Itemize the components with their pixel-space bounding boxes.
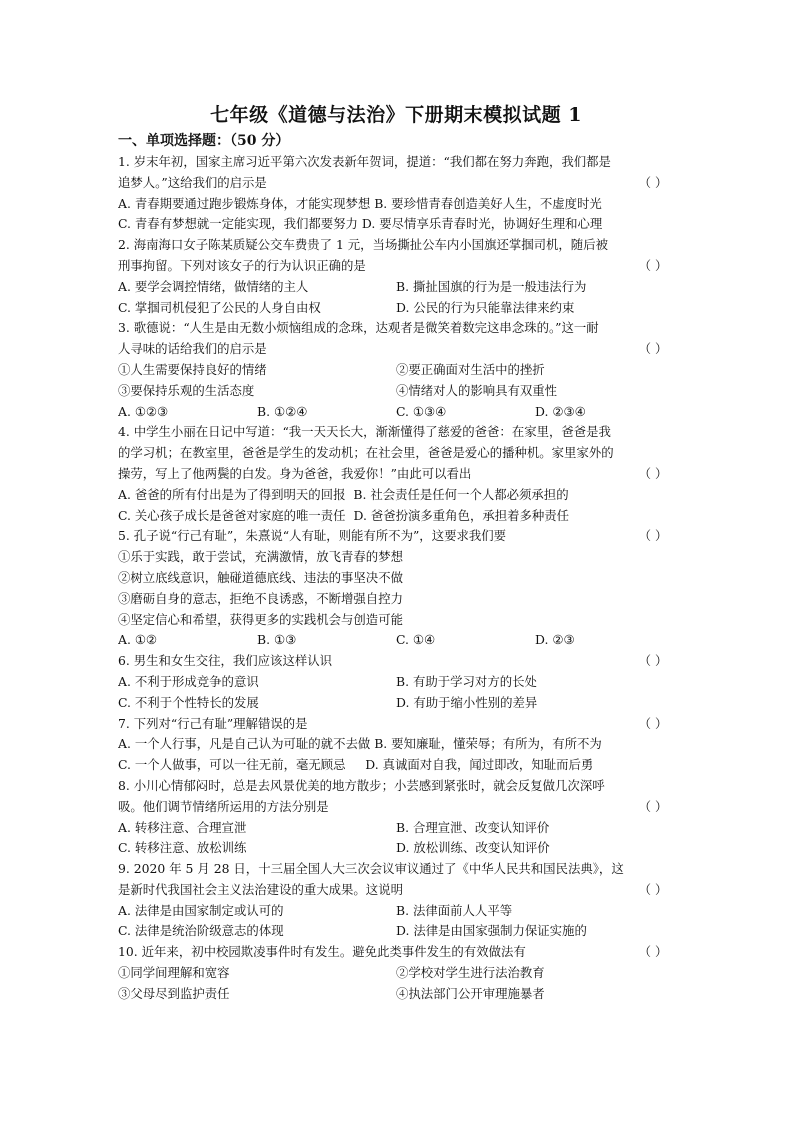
question-stem: 的学习机；在教室里，爸爸是学生的发动机；在社会里，爸爸是爱心的播种机。家里家外的 xyxy=(118,445,614,461)
exam-page xyxy=(118,100,674,1005)
question-9 xyxy=(118,859,674,942)
option-row xyxy=(118,214,674,235)
option-d: D. 法律是由国家强制力保证实施的 xyxy=(396,923,587,939)
option-b: B. 要知廉耻，懂荣辱；有所为，有所不为 xyxy=(374,736,602,752)
option-row xyxy=(118,672,674,693)
question-5 xyxy=(118,526,674,651)
answer-blank: （ ） xyxy=(638,341,668,357)
statement-3: ③要保持乐观的生活态度 xyxy=(118,382,255,398)
option-b: B. 社会责任是任何一个人都必须承担的 xyxy=(353,486,569,502)
option-row xyxy=(118,755,674,776)
option-row xyxy=(118,485,674,506)
statement-1: ①人生需要保持良好的情绪 xyxy=(118,361,267,377)
question-stem: 追梦人。”这给我们的启示是 （ ） xyxy=(118,173,674,194)
option-c: C. 不利于个性特长的发展 xyxy=(118,694,259,710)
statement-1: ①乐于实践，敢于尝试，充满激情，放飞青春的梦想 xyxy=(118,549,403,565)
statement-2: ②学校对学生进行法治教育 xyxy=(396,965,545,981)
option-a: A. 不利于形成竞争的意识 xyxy=(118,673,259,689)
question-stem: 吸。他们调节情绪所运用的方法分别是 （ ） xyxy=(118,797,674,818)
question-stem: 7. 下列对“行己有耻”理解错误的是 （ ） xyxy=(118,714,674,735)
exam-title: 七年级《道德与法治》下册期末模拟试题 1 xyxy=(210,104,582,126)
question-6 xyxy=(118,651,674,713)
question-stem: 刑事拘留。下列对该女子的行为认识正确的是 （ ） xyxy=(118,256,674,277)
option-c: C. 掌掴司机侵犯了公民的人身自由权 xyxy=(118,299,321,315)
statement-row xyxy=(118,963,674,984)
option-row xyxy=(118,734,674,755)
option-row xyxy=(118,901,674,922)
question-stem: 9. 2020 年 5 月 28 日，十三届全国人大三次会议审议通过了《中华人民共和国民法典》，这 xyxy=(118,861,624,877)
question-stem: 3. 歌德说：“人生是由无数小烦恼组成的念珠，达观者是微笑着数完这串念珠的。”这一耐 xyxy=(118,320,599,336)
question-2 xyxy=(118,235,674,318)
option-d: D. 有助于缩小性别的差异 xyxy=(396,694,538,710)
option-a: A. ①② xyxy=(118,632,158,648)
option-row xyxy=(118,921,674,942)
option-d: D. 要尽情享乐青春时光，协调好生理和心理 xyxy=(361,216,603,232)
option-row xyxy=(118,402,674,423)
option-c: C. ①④ xyxy=(396,632,436,648)
option-a: A. ①②③ xyxy=(118,403,169,419)
option-a: A. 一个人行事，凡是自己认为可耻的就不去做 xyxy=(118,736,371,752)
option-c: C. 青春有梦想就一定能实现，我们都要努力 xyxy=(118,216,358,232)
option-b: B. 有助于学习对方的长处 xyxy=(396,673,537,689)
question-stem: 6. 男生和女生交往，我们应该这样认识 （ ） xyxy=(118,651,674,672)
option-d: D. 真诚面对自我，闻过即改，知耻而后勇 xyxy=(365,757,594,773)
option-a: A. 爸爸的所有付出是为了得到明天的回报 xyxy=(118,486,346,502)
option-c: C. ①③④ xyxy=(396,403,447,419)
option-row xyxy=(118,298,674,319)
question-8 xyxy=(118,776,674,859)
question-stem: 人寻味的话给我们的启示是 （ ） xyxy=(118,339,674,360)
question-stem: 5. 孔子说“行己有耻”，朱熹说“人有耻，则能有所不为”，这要求我们要 （ ） xyxy=(118,526,674,547)
answer-blank: （ ） xyxy=(638,715,668,731)
question-stem: 操劳，写上了他两鬓的白发。身为爸爸，我爱你！”由此可以看出 （ ） xyxy=(118,464,674,485)
answer-blank: （ ） xyxy=(638,881,668,897)
option-b: B. ①③ xyxy=(257,632,297,648)
question-4 xyxy=(118,422,674,526)
statement-row xyxy=(118,381,674,402)
statement-4: ④坚定信心和希望，获得更多的实践机会与创造可能 xyxy=(118,611,403,627)
question-stem: 10. 近年来，初中校园欺凌事件时有发生。避免此类事件发生的有效做法有 （ ） xyxy=(118,942,674,963)
question-stem: 是新时代我国社会主义法治建设的重大成果。这说明 （ ） xyxy=(118,880,674,901)
statement-row xyxy=(118,984,674,1005)
question-1 xyxy=(118,152,674,235)
option-row xyxy=(118,838,674,859)
option-c: C. 转移注意、放松训练 xyxy=(118,840,247,856)
question-3 xyxy=(118,318,674,422)
question-stem: 8. 小川心情郁闷时，总是去风景优美的地方散步；小芸感到紧张时，就会反复做几次深呼 xyxy=(118,777,605,793)
option-c: C. 关心孩子成长是爸爸对家庭的唯一责任 xyxy=(118,507,346,523)
option-a: A. 青春期要通过跑步锻炼身体，才能实现梦想 xyxy=(118,195,371,211)
question-stem: 4. 中学生小丽在日记中写道：“我一天天长大，渐渐懂得了慈爱的爸爸：在家里，爸爸是我 xyxy=(118,424,611,440)
option-row xyxy=(118,194,674,215)
question-stem: 2. 海南海口女子陈某质疑公交车费贵了 1 元，当场撕扯公车内小国旗还掌掴司机，随后被 xyxy=(118,237,608,253)
option-d: D. 爸爸扮演多重角色，承担着多种责任 xyxy=(353,507,570,523)
statement-1: ①同学间理解和宽容 xyxy=(118,965,230,981)
answer-blank: （ ） xyxy=(638,798,668,814)
option-row xyxy=(118,630,674,651)
question-stem: 1. 岁末年初，国家主席习近平第六次发表新年贺词，提道：“我们都在努力奔跑，我们都是 xyxy=(118,154,611,169)
option-d: D. 放松训练、改变认知评价 xyxy=(396,840,550,856)
answer-blank: （ ） xyxy=(638,174,668,190)
statement-3: ③父母尽到监护责任 xyxy=(118,985,230,1001)
question-10 xyxy=(118,942,674,1004)
option-d: D. 公民的行为只能靠法律来约束 xyxy=(396,299,575,315)
option-a: A. 要学会调控情绪，做情绪的主人 xyxy=(118,278,309,294)
option-b: B. 合理宣泄、改变认知评价 xyxy=(396,819,550,835)
statement-row xyxy=(118,360,674,381)
option-row xyxy=(118,277,674,298)
section-heading: 一、单项选择题：（50 分） xyxy=(118,133,290,149)
option-c: C. 一个人做事，可以一往无前，毫无顾忌 xyxy=(118,757,346,773)
option-b: B. ①②④ xyxy=(257,403,308,419)
statement-3: ③磨砺自身的意志，拒绝不良诱惑，不断增强自控力 xyxy=(118,590,403,606)
answer-blank: （ ） xyxy=(638,257,668,273)
answer-blank: （ ） xyxy=(638,528,668,544)
statement-2: ②树立底线意识，触碰道德底线、违法的事坚决不做 xyxy=(118,569,403,585)
option-c: C. 法律是统治阶级意志的体现 xyxy=(118,923,284,939)
answer-blank: （ ） xyxy=(638,653,668,669)
answer-blank: （ ） xyxy=(638,944,668,960)
option-row xyxy=(118,506,674,527)
option-row xyxy=(118,818,674,839)
option-b: B. 要珍惜青春创造美好人生，不虚度时光 xyxy=(374,195,602,211)
statement-4: ④执法部门公开审理施暴者 xyxy=(396,985,545,1001)
statement-4: ④情绪对人的影响具有双重性 xyxy=(396,382,558,398)
option-b: B. 法律面前人人平等 xyxy=(396,902,513,918)
option-a: A. 转移注意、合理宣泄 xyxy=(118,819,247,835)
option-a: A. 法律是由国家制定或认可的 xyxy=(118,902,284,918)
option-row xyxy=(118,693,674,714)
statement-2: ②要正确面对生活中的挫折 xyxy=(396,361,545,377)
question-7 xyxy=(118,714,674,776)
option-b: B. 撕扯国旗的行为是一般违法行为 xyxy=(396,278,587,294)
option-d: D. ②③④ xyxy=(535,403,586,419)
option-d: D. ②③ xyxy=(535,632,575,648)
answer-blank: （ ） xyxy=(638,465,668,481)
